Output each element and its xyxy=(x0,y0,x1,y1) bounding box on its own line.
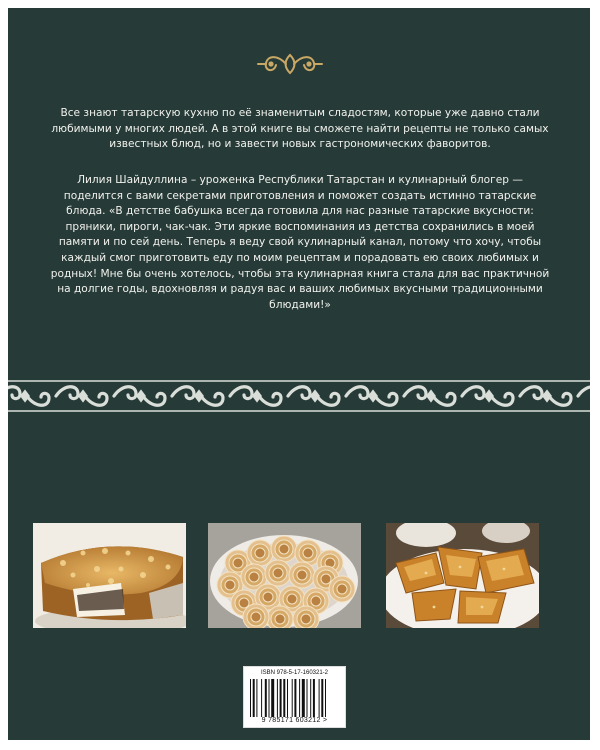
ornament-band xyxy=(8,378,590,414)
chak-chak-pastry-photo xyxy=(386,523,539,628)
blurb-paragraph-2: Лилия Шайдуллина – уроженка Республики Татарстан и кулинарный блогер — поделится с вами секретами приготовления и поможет создать истинно татарские блюда. «В детстве бабушка всегда готовила для нас разные татарские вкусности: пряники, пироги, чак-чак. Эти яркие воспоминания из детства сохранились в моей памяти и по сей день. Теперь я веду свой кулинарный канал, потому что хочу, чтобы каждый смог приготовить еду по моим рецептам и порадовать ею своих любимых и родных! Мне бы очень хотелось, чтобы эта кулинарная книга стала для вас практичной на долгие годы, вдохновляя и радуя вас и ваших любимых вкусными традиционными блюдами!» xyxy=(50,174,550,311)
back-cover xyxy=(8,8,590,740)
pastry-roses-photo xyxy=(208,523,361,628)
blurb-paragraph-1: Все знают татарскую кухню по её знаменитым сладостям, которые уже давно стали любимыми у многих людей. А в этой книге вы сможете найти рецепты не только самых известных блюд, но и завести новых гастрономических фаворитов. xyxy=(51,107,549,151)
barcode-bars xyxy=(250,679,339,717)
top-ornament-icon xyxy=(256,51,324,77)
ean-digits: 9 785171 603212 > xyxy=(261,717,328,724)
barcode xyxy=(243,666,346,728)
pie-photo xyxy=(33,523,186,628)
isbn-number: ISBN 978-5-17-160321-2 xyxy=(260,670,329,676)
